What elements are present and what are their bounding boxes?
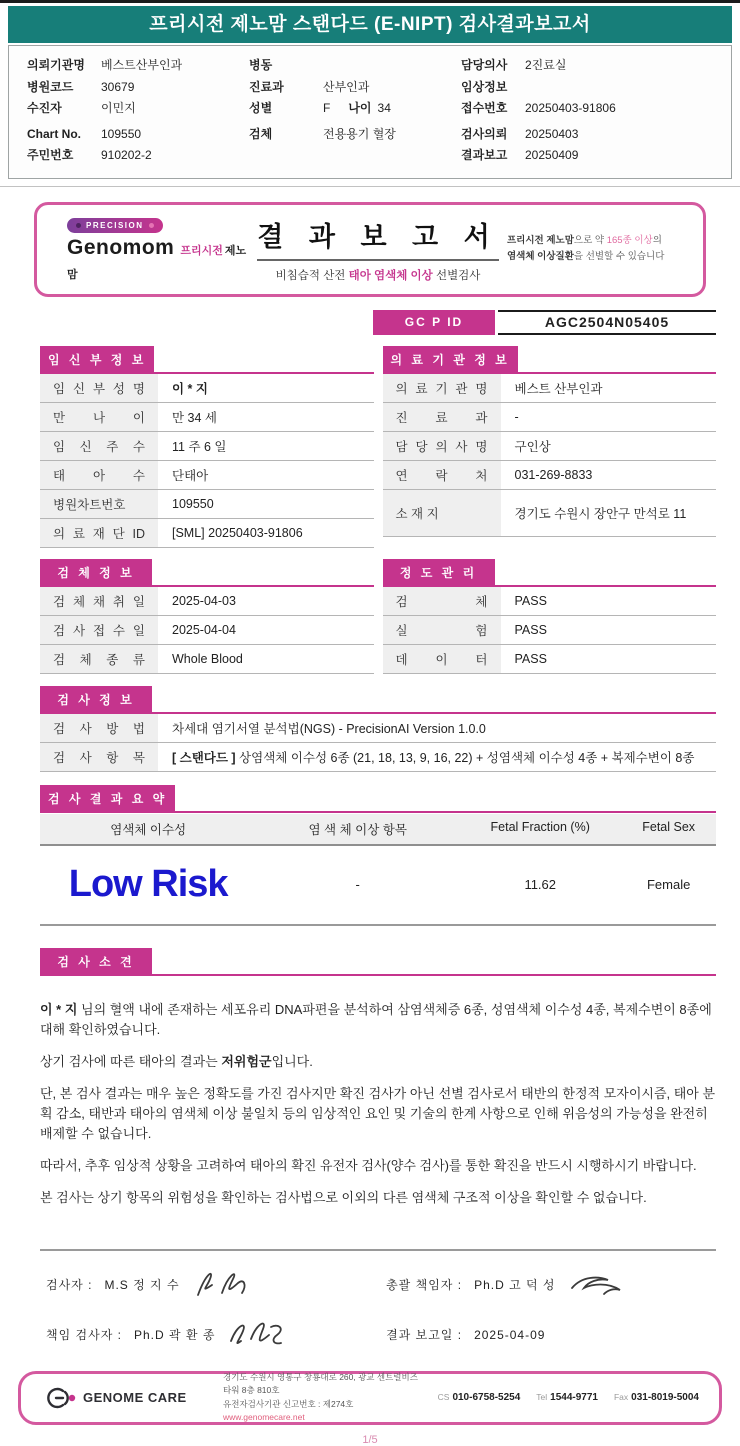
row-value: 031-269-8833 xyxy=(514,467,593,482)
footer-contacts xyxy=(438,1392,699,1403)
row-value: 단태아 xyxy=(172,468,209,483)
field-label: 담당의사 xyxy=(461,58,508,72)
row-label: 검 사 접 수 일 xyxy=(40,616,158,644)
section-header xyxy=(40,785,716,813)
field-label: 병원코드 xyxy=(27,79,74,94)
row-value: 베스트 산부인과 xyxy=(514,381,603,396)
pregnant-clinic-grid xyxy=(40,346,716,548)
findings-paragraph: 단, 본 검사 결과는 매우 높은 정확도를 가진 검사지만 확진 검사가 아닌 선별 검사로서 태반의 한정적 모자이시즘, 태아 분획 감소, 태반과 태아의 염색체 이상 불일치 등의 임상적인 요인 및 기술의 한계 사항으로 인해 위음성의 가능성을 완전히 배제할 수 없습니다. xyxy=(40,1085,716,1142)
row-label: 진 료 과 xyxy=(383,403,501,431)
field-value: 20250403 xyxy=(525,126,579,141)
fax-number: Fax 031-8019-5004 xyxy=(613,1392,699,1404)
field-value: F xyxy=(323,101,331,115)
director-label: 총괄 책임자 : xyxy=(386,1278,463,1293)
address-line2: 유전자검사기관 신고번호 : 제274호 xyxy=(223,1398,354,1409)
info-row xyxy=(461,77,725,99)
table-row xyxy=(383,403,717,432)
table-row xyxy=(40,616,374,645)
badge-dot-icon xyxy=(149,223,154,228)
summary-col-header: Fetal Fraction (%) xyxy=(490,819,590,834)
summary-col-header: 염색체 이수성 xyxy=(110,822,187,837)
row-label: 태 아 수 xyxy=(40,461,158,489)
row-label: 데 이 터 xyxy=(383,645,501,673)
footer-card xyxy=(18,1371,722,1425)
fetal-fraction-value: 11.62 xyxy=(524,877,557,892)
table-row xyxy=(40,490,374,519)
tel-phone: Tel 1544-9771 xyxy=(536,1392,598,1404)
patient-info-col2 xyxy=(249,55,461,167)
brand-kr-accent: 프리시전 xyxy=(180,244,223,257)
row-value: PASS xyxy=(514,593,547,608)
row-label: 검 체 종 류 xyxy=(40,645,158,673)
findings-section xyxy=(40,948,716,1209)
genomom-logo xyxy=(37,215,249,284)
info-row xyxy=(249,124,461,146)
field-label: 병동 xyxy=(249,58,273,72)
table-row xyxy=(383,490,717,537)
field-value: 20250403-91806 xyxy=(525,101,616,115)
findings-text xyxy=(40,1000,716,1209)
table-row xyxy=(40,519,374,548)
summary-header-row xyxy=(40,814,716,846)
brand-name: Genomom xyxy=(67,235,175,259)
table-row xyxy=(40,403,374,432)
signature-area xyxy=(40,1249,716,1353)
row-label: 검 사 방 법 xyxy=(40,714,158,742)
summary-col-header: 염 색 체 이상 항목 xyxy=(308,822,407,837)
patient-info-col1 xyxy=(27,55,249,167)
row-value: 구인상 xyxy=(514,439,551,454)
info-row xyxy=(461,98,725,120)
chief-examiner-signature-row xyxy=(46,1317,386,1353)
result-summary-section xyxy=(40,785,716,926)
report-date-value: 2025-04-09 xyxy=(474,1327,546,1342)
table-row xyxy=(40,645,374,674)
row-label: 검 체 채 취 일 xyxy=(40,587,158,615)
report-title: 결 과 보 고 서 xyxy=(257,221,499,252)
genome-care-logo-icon xyxy=(41,1385,77,1411)
row-label: 임 신 주 수 xyxy=(40,432,158,460)
row-label: 의 료 재 단 ID xyxy=(40,519,158,547)
pregnant-info-section xyxy=(40,346,374,548)
row-value: [ 스탠다드 ] 상염색체 이수성 6종 (21, 18, 13, 9, 16, 22) + 성염색체 이수성 4종 + 복제수변이 8종 xyxy=(172,750,695,765)
report-banner-title: 프리시전 제노맘 스탠다드 (E-NIPT) 검사결과보고서 xyxy=(8,6,732,43)
section-header xyxy=(40,346,374,374)
report-body xyxy=(40,346,716,1353)
row-value: 109550 xyxy=(172,496,214,511)
row-value: PASS xyxy=(514,622,547,637)
gcpid-row xyxy=(0,310,716,335)
row-label: 담 당 의 사 명 xyxy=(383,432,501,460)
cs-phone: CS 010-6758-5254 xyxy=(437,1392,521,1404)
field-value: 910202-2 xyxy=(101,148,152,162)
row-label: 만 나 이 xyxy=(40,403,158,431)
field-label: 진료과 xyxy=(249,79,284,94)
table-row xyxy=(40,587,374,616)
section-header xyxy=(383,346,717,374)
examiner-signature xyxy=(192,1267,256,1303)
chief-examiner-name: Ph.D 곽 환 종 xyxy=(133,1328,216,1343)
section-header xyxy=(40,686,716,714)
row-value: - xyxy=(514,409,519,424)
info-row xyxy=(249,77,461,99)
section-title: 검 체 정 보 xyxy=(40,559,152,585)
row-value: PASS xyxy=(514,651,547,666)
info-row xyxy=(27,98,249,120)
row-label: 검 사 항 목 xyxy=(40,743,158,771)
findings-paragraph: 상기 검사에 따른 태아의 결과는 저위험군입니다. xyxy=(40,1053,313,1069)
gcpid-value: AGC2504N05405 xyxy=(498,310,716,335)
row-value: 만 34 세 xyxy=(172,410,217,425)
table-row xyxy=(383,374,717,403)
row-label: 검 체 xyxy=(383,587,501,615)
row-value: 차세대 염기서열 분석법(NGS) - PrecisionAI Version 1.0.0 xyxy=(172,721,486,736)
row-label: 병원차트번호 xyxy=(40,490,158,518)
table-row xyxy=(40,374,374,403)
info-row xyxy=(249,98,461,120)
field-label: 주민번호 xyxy=(27,148,74,162)
report-date-label: 결과 보고일 : xyxy=(386,1328,463,1343)
report-header-card xyxy=(34,202,706,297)
brand-wordmark xyxy=(67,236,249,284)
field-label: Chart No. xyxy=(27,126,81,141)
field-value: 30679 xyxy=(101,79,135,94)
section-title: 검 사 정 보 xyxy=(40,686,152,712)
section-header xyxy=(40,559,374,587)
field-label: 결과보고 xyxy=(461,148,508,162)
section-header xyxy=(383,559,717,587)
genome-care-logo-text: GENOME CARE xyxy=(83,1390,187,1406)
director-signature xyxy=(568,1272,626,1298)
field-label: 검체 xyxy=(249,126,273,141)
examiner-label: 검사자 : xyxy=(46,1278,93,1293)
table-row xyxy=(40,461,374,490)
row-value: [SML] 20250403-91806 xyxy=(172,525,303,540)
section-title: 검 사 결 과 요 약 xyxy=(40,785,175,811)
page-top-rule xyxy=(0,0,740,3)
test-info-section xyxy=(40,686,716,772)
row-label: 실 험 xyxy=(383,616,501,644)
field-label: 성별 xyxy=(249,101,273,115)
section-title: 임 신 부 정 보 xyxy=(40,346,154,372)
director-signature-row xyxy=(386,1267,710,1303)
findings-paragraph: 이 * 지 님의 혈액 내에 존재하는 세포유리 DNA파편을 분석하여 삼염색체증 6종, 성염색체 이수성 4종, 복제수변이 8종에 대해 확인하였습니다. xyxy=(40,1001,712,1037)
report-date-row xyxy=(386,1317,710,1353)
section-title: 의 료 기 관 정 보 xyxy=(383,346,518,372)
summary-col-header: Fetal Sex xyxy=(642,819,696,834)
table-row xyxy=(40,743,716,772)
row-value: 2025-04-03 xyxy=(172,593,236,608)
table-row xyxy=(40,714,716,743)
field-label: 임상정보 xyxy=(461,79,508,94)
field-value: 산부인과 xyxy=(323,79,370,94)
badge-dot-icon xyxy=(76,223,81,228)
row-value: 11 주 6 일 xyxy=(172,439,227,454)
field-label: 의뢰기관명 xyxy=(27,58,85,72)
specimen-info-section xyxy=(40,559,374,674)
table-row xyxy=(383,645,717,674)
title-underline xyxy=(257,259,498,261)
section-title: 정 도 관 리 xyxy=(383,559,495,585)
info-row xyxy=(461,124,725,146)
field-label: 접수번호 xyxy=(461,101,508,115)
risk-result: Low Risk xyxy=(68,863,228,905)
row-label: 소 재 지 xyxy=(383,490,501,536)
table-row xyxy=(383,461,717,490)
info-row xyxy=(249,55,461,77)
table-row xyxy=(383,587,717,616)
field-value: 2진료실 xyxy=(525,58,567,72)
header-note: 프리시전 제노맘으로 약 165종 이상의 염색체 이상질환을 선별할 수 있습니다 xyxy=(507,235,665,262)
genome-care-logo xyxy=(41,1385,209,1411)
precision-badge xyxy=(67,218,163,233)
section-header xyxy=(40,948,716,976)
row-value: 2025-04-04 xyxy=(172,622,236,637)
row-value: 이 * 지 xyxy=(172,381,208,396)
page-number: 1/5 xyxy=(362,1433,378,1446)
summary-data-row xyxy=(40,846,716,926)
findings-paragraph: 따라서, 추후 임상적 상황을 고려하여 태아의 확진 유전자 검사(양수 검사)를 통한 확진을 반드시 시행하시기 바랍니다. xyxy=(40,1158,697,1174)
row-label: 의 료 기 관 명 xyxy=(383,374,501,402)
field-value: 베스트산부인과 xyxy=(101,58,183,72)
findings-paragraph: 본 검사는 상기 항목의 위험성을 확인하는 검사법으로 이외의 다른 염색체 구조적 이상을 확인할 수 없습니다. xyxy=(40,1190,647,1206)
chief-examiner-signature xyxy=(227,1317,291,1353)
abnormality-value: - xyxy=(355,877,360,892)
field-value: 34 xyxy=(377,101,391,115)
field-value: 이민지 xyxy=(101,101,136,115)
patient-info-col3 xyxy=(461,55,725,167)
row-value: 경기도 수원시 장안구 만석로 11 xyxy=(514,506,687,521)
field-label: 나이 xyxy=(348,101,372,115)
gcpid-label: GC P ID xyxy=(373,310,495,335)
field-label: 수진자 xyxy=(27,101,62,115)
info-row xyxy=(27,77,249,99)
clinic-info-section xyxy=(383,346,717,548)
patient-info-table xyxy=(8,45,732,179)
table-row xyxy=(383,432,717,461)
field-value: 109550 xyxy=(101,126,142,141)
info-row xyxy=(27,55,249,77)
director-name: Ph.D 고 덕 성 xyxy=(474,1278,556,1293)
brand-kr: 제노맘 xyxy=(67,244,247,281)
row-label: 연 락 처 xyxy=(383,461,501,489)
field-value: 전용용기 혈장 xyxy=(323,126,396,141)
fetal-sex-value: Female xyxy=(646,877,691,892)
info-row xyxy=(27,145,249,167)
section-divider xyxy=(0,186,740,187)
examiner-signature-row xyxy=(46,1267,386,1303)
section-title: 검 사 소 견 xyxy=(40,948,152,974)
chief-examiner-label: 책임 검사자 : xyxy=(46,1328,122,1343)
footer-address xyxy=(223,1371,424,1424)
row-label: 임 신 부 성 명 xyxy=(40,374,158,402)
table-row xyxy=(383,616,717,645)
badge-label: PRECISION xyxy=(86,220,144,230)
table-row xyxy=(40,432,374,461)
info-row xyxy=(461,55,725,77)
report-title-block xyxy=(249,215,507,284)
examiner-name: M.S 정 지 수 xyxy=(104,1278,180,1293)
info-row xyxy=(461,145,725,167)
qc-section xyxy=(383,559,717,674)
report-subtitle: 비침습적 산전 태아 염색체 이상 선별검사 xyxy=(275,269,481,282)
field-label: 검사의뢰 xyxy=(461,126,508,141)
specimen-qc-grid xyxy=(40,559,716,674)
address-line1: 경기도 수원시 영통구 창룡대로 260, 광교 센트럴비즈타워 8층 810호 xyxy=(223,1372,418,1396)
info-row xyxy=(27,124,249,146)
website-link[interactable]: www.genomecare.net xyxy=(223,1411,305,1422)
row-value: Whole Blood xyxy=(172,651,243,666)
field-value: 20250409 xyxy=(525,148,579,162)
